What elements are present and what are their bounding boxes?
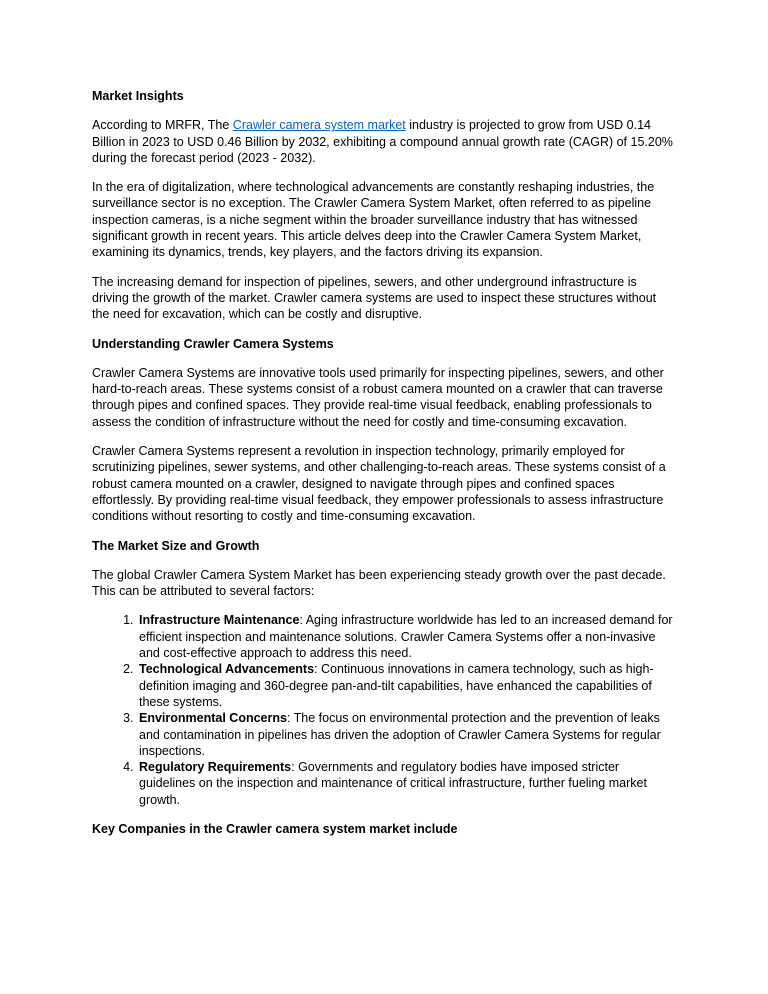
paragraph-growth-factors-intro: The global Crawler Camera System Market has been experiencing steady growth over the past decade. This can be attributed to several factors:: [92, 567, 666, 599]
heading-market-size-growth: The Market Size and Growth: [92, 538, 260, 553]
list-desc: : The focus on environmental protection and the prevention of leaks and contamination in pipelines has driven the adoption of Crawler Camera Systems for regular inspections.: [139, 711, 661, 758]
list-desc: : Governments and regulatory bodies have imposed stricter guidelines on the inspection and maintenance of critical infrastructure, further fueling market growth.: [139, 760, 647, 807]
list-item-regulatory-requirements: [137, 759, 676, 808]
text-after-link: industry is projected to grow from USD 0.14 Billion in 2023 to USD 0.46 Billion by 2032, exhibiting a compound annual growth rate (CAGR) of 15.20% during the forecast period (2023 - 2032).: [92, 118, 673, 165]
crawler-market-link[interactable]: Crawler camera system market: [232, 118, 406, 133]
paragraph-digitalization: In the era of digitalization, where technological advancements are constantly reshaping industries, the surveillance sector is no exception. The Crawler Camera System Market, often referred to as pipeline inspection cameras, is a niche segment within the broader surveillance industry that has witnessed significant growth in recent years. This article delves deep into the Crawler Camera System Market, examining its dynamics, trends, key players, and the factors driving its expansion.: [92, 180, 655, 260]
list-term: Technological Advancements: [139, 662, 315, 677]
list-item-environmental-concerns: [137, 710, 676, 759]
list-item-infrastructure-maintenance: [137, 612, 676, 661]
heading-understanding-systems: Understanding Crawler Camera Systems: [92, 336, 334, 351]
list-desc: : Aging infrastructure worldwide has led to an increased demand for efficient inspection and maintenance solutions. Crawler Camera Systems offer a non-invasive and cost-effective approach to address this need.: [139, 613, 673, 661]
list-term: Infrastructure Maintenance: [139, 613, 300, 628]
paragraph-systems-revolution: Crawler Camera Systems represent a revolution in inspection technology, primarily employed for scrutinizing pipelines, sewer systems, and other challenging-to-reach areas. These systems consist of a robust camera mounted on a crawler, designed to navigate through pipes and confined spaces effortlessly. By providing real-time visual feedback, they empower professionals to assess infrastructure conditions without resorting to costly and time-consuming excavation.: [92, 444, 666, 524]
list-term: Environmental Concerns: [139, 711, 287, 726]
paragraph-growth-projection: [92, 117, 676, 166]
paragraph-inspection-demand: The increasing demand for inspection of pipelines, sewers, and other underground infrastructure is driving the growth of the market. Crawler camera systems are used to inspect these structures without the need for excavation, which can be costly and disruptive.: [92, 274, 657, 322]
list-item-technological-advancements: [137, 661, 676, 710]
heading-key-companies: Key Companies in the Crawler camera system market include: [92, 821, 458, 836]
list-term: Regulatory Requirements: [139, 760, 292, 775]
growth-factors-list: [92, 612, 676, 808]
paragraph-systems-overview: Crawler Camera Systems are innovative tools used primarily for inspecting pipelines, sewers, and other hard-to-reach areas. These systems consist of a robust camera mounted on a crawler that can traverse through pipes and confined spaces. They provide real-time visual feedback, enabling professionals to assess the condition of infrastructure without the need for costly and time-consuming excavation.: [92, 365, 664, 429]
list-desc: : Continuous innovations in camera technology, such as high-definition imaging and 360-degree pan-and-tilt capabilities, have enhanced the capabilities of these systems.: [139, 662, 654, 709]
heading-market-insights: Market Insights: [92, 89, 184, 103]
text-before-link: According to MRFR, The: [92, 118, 233, 133]
